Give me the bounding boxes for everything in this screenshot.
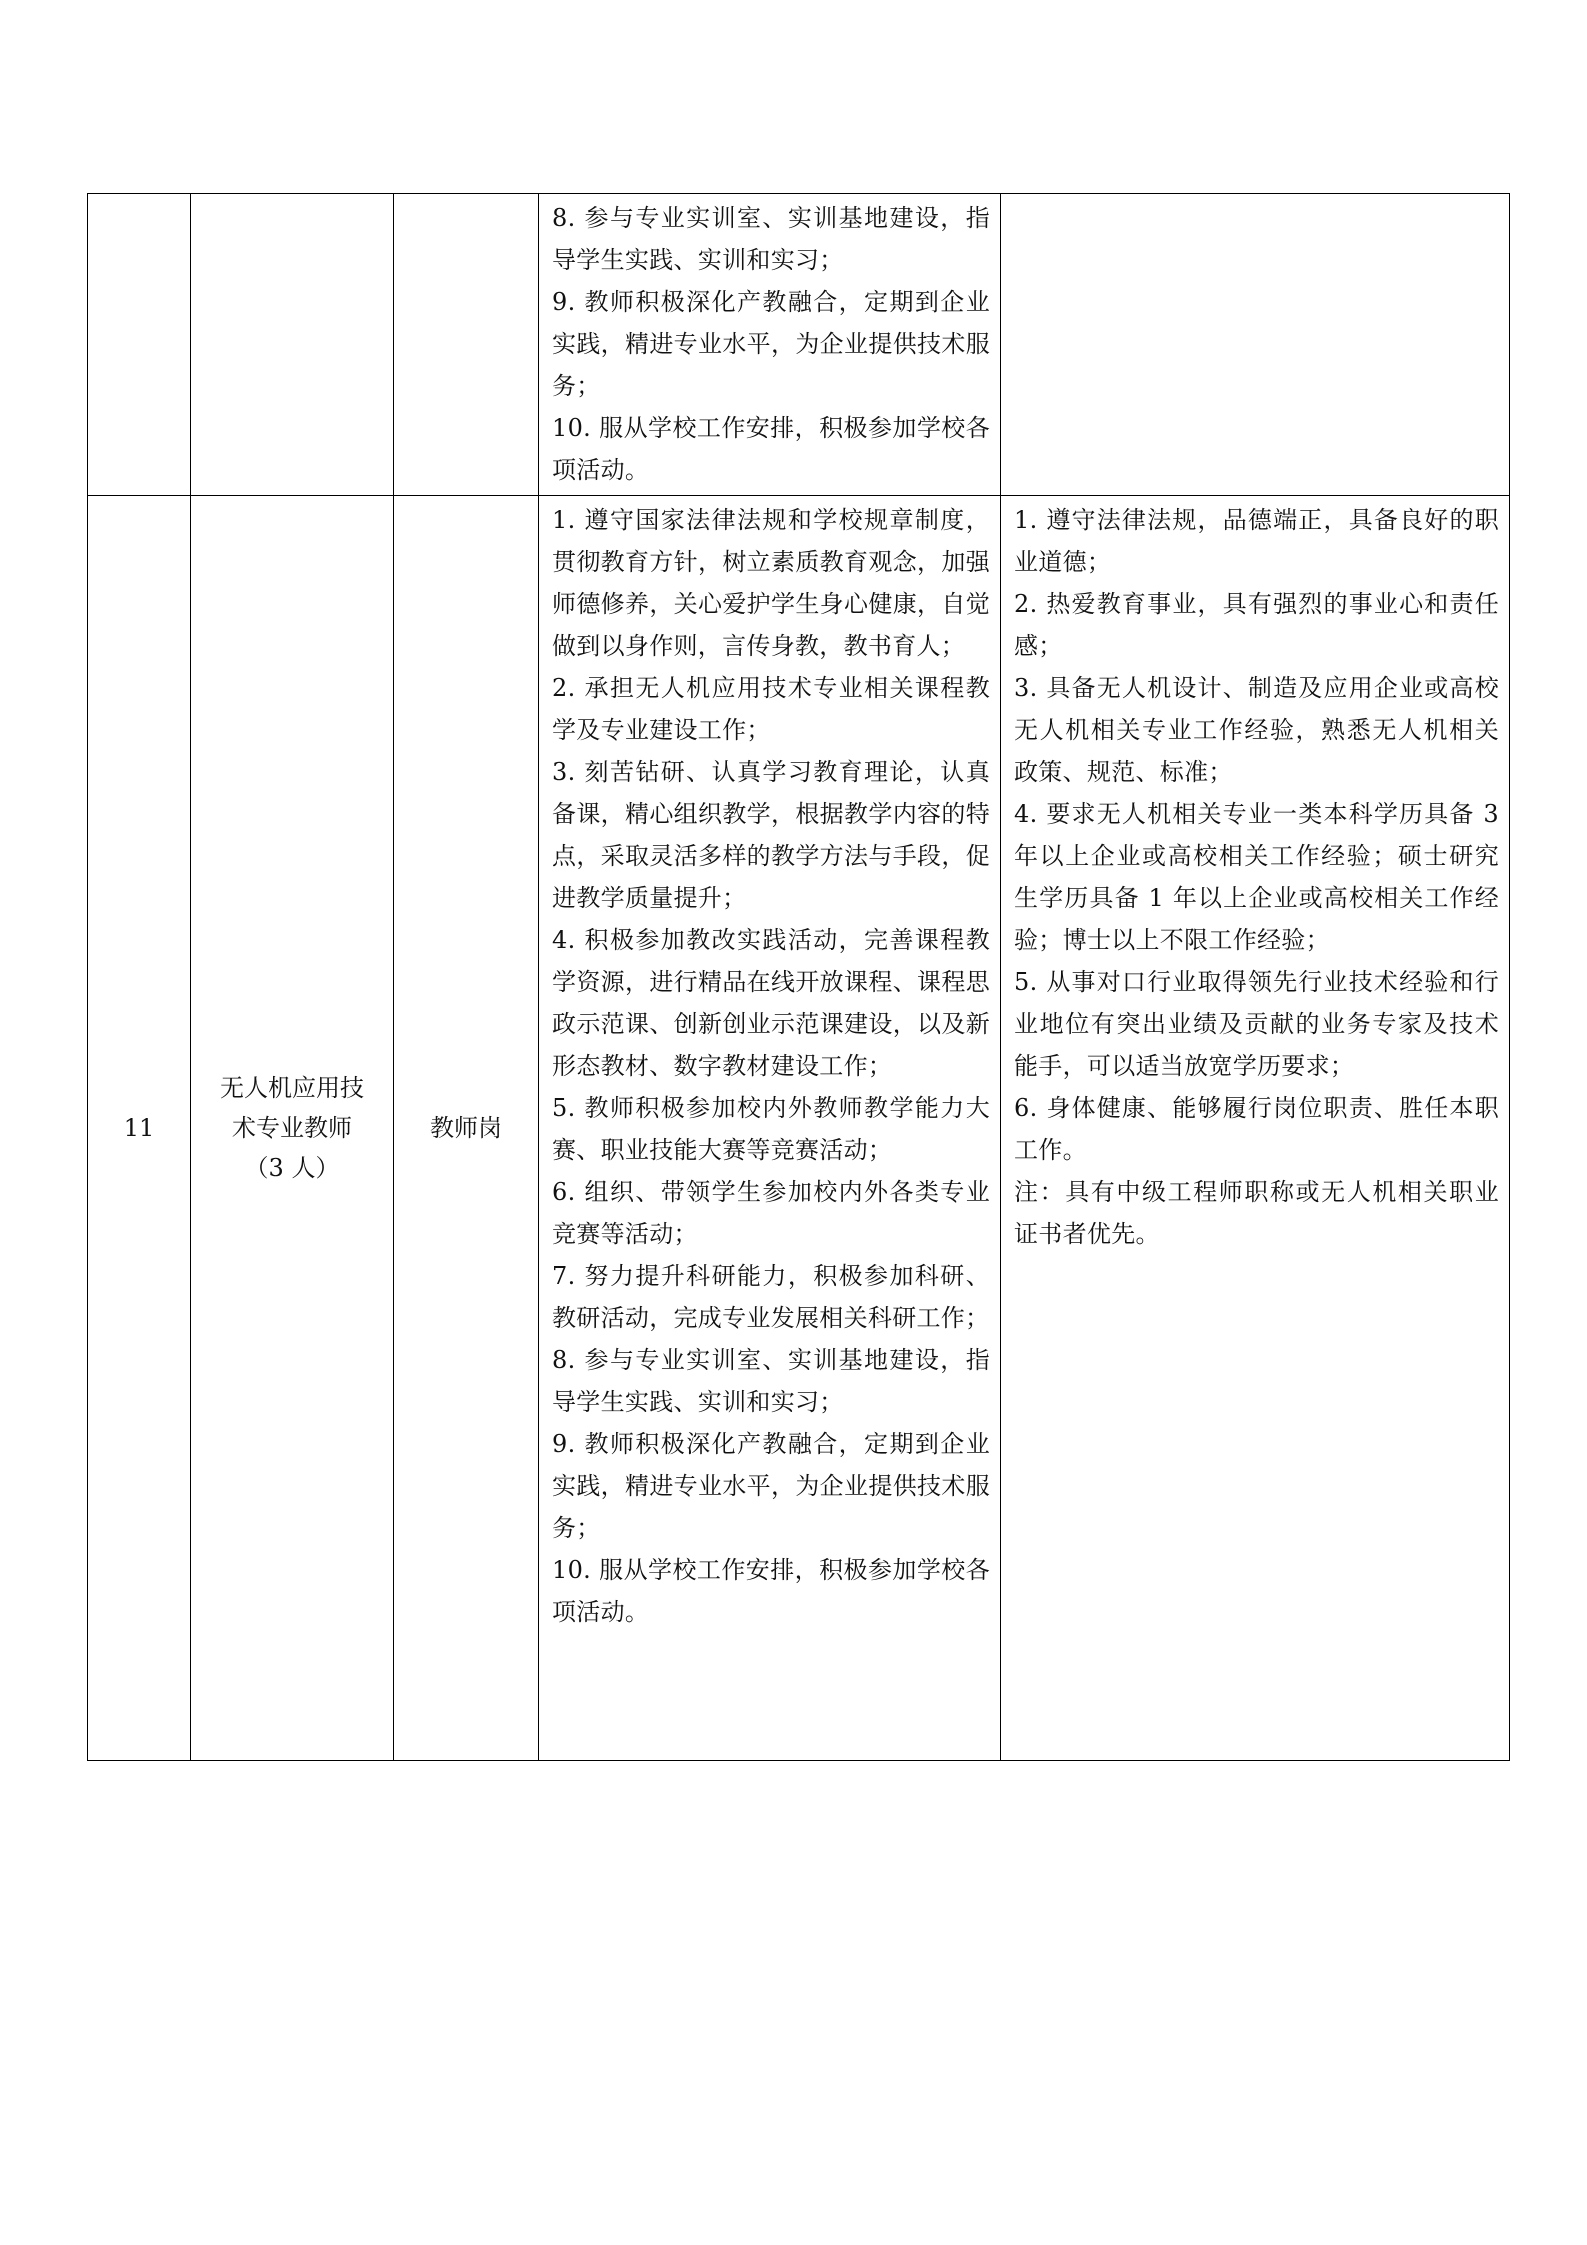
position-type-cell (394, 194, 539, 496)
duty-item: 5. 教师积极参加校内外教师教学能力大赛、职业技能大赛等竞赛活动； (552, 1094, 990, 1164)
table-row (88, 496, 1510, 1761)
requirement-item: 5. 从事对口行业取得领先行业技术经验和行业地位有突出业绩及贡献的业务专家及技术能手，可以适当放宽学历要求； (1014, 968, 1499, 1080)
requirement-item: 3. 具备无人机设计、制造及应用企业或高校无人机相关专业工作经验，熟悉无人机相关政策、规范、标准； (1014, 674, 1499, 786)
duty-item: 9. 教师积极深化产教融合，定期到企业实践，精进专业水平，为企业提供技术服务； (552, 1430, 990, 1542)
duty-item: 2. 承担无人机应用技术专业相关课程教学及专业建设工作； (552, 674, 990, 744)
requirements-cell (1001, 496, 1510, 1761)
duty-item: 10. 服从学校工作安排，积极参加学校各项活动。 (552, 414, 990, 484)
position-name-cell (191, 194, 394, 496)
index-cell (88, 194, 191, 496)
duty-item: 10. 服从学校工作安排，积极参加学校各项活动。 (552, 1556, 990, 1626)
requirement-item: 2. 热爱教育事业，具有强烈的事业心和责任感； (1014, 590, 1499, 660)
requirement-item: 1. 遵守法律法规，品德端正，具备良好的职业道德； (1014, 506, 1499, 576)
duty-item: 9. 教师积极深化产教融合，定期到企业实践，精进专业水平，为企业提供技术服务； (552, 288, 990, 400)
duty-item: 3. 刻苦钻研、认真学习教育理论，认真备课，精心组织教学，根据教学内容的特点，采取灵活多样的教学方法与手段，促进教学质量提升； (552, 758, 990, 912)
requirement-item: 6. 身体健康、能够履行岗位职责、胜任本职工作。 (1014, 1094, 1499, 1164)
requirement-item: 4. 要求无人机相关专业一类本科学历具备 3 年以上企业或高校相关工作经验；硕士研究生学历具备 1 年以上企业或高校相关工作经验；博士以上不限工作经验； (1014, 800, 1499, 954)
requirement-note: 注：具有中级工程师职称或无人机相关职业证书者优先。 (1014, 1178, 1499, 1248)
duty-item: 8. 参与专业实训室、实训基地建设，指导学生实践、实训和实习； (552, 1346, 990, 1416)
duty-item: 7. 努力提升科研能力，积极参加科研、教研活动，完成专业发展相关科研工作； (552, 1262, 990, 1332)
duties-cell (539, 194, 1001, 496)
duty-item: 1. 遵守国家法律法规和学校规章制度，贯彻教育方针，树立素质教育观念，加强师德修养，关心爱护学生身心健康，自觉做到以身作则，言传身教，教书育人； (552, 506, 990, 660)
index-cell: 11 (88, 496, 191, 1761)
table-row-continuation (88, 194, 1510, 496)
duty-item: 8. 参与专业实训室、实训基地建设，指导学生实践、实训和实习； (552, 204, 990, 274)
position-headcount: （3 人） (244, 1154, 340, 1182)
duty-item: 6. 组织、带领学生参加校内外各类专业竞赛等活动； (552, 1178, 990, 1248)
position-name-line: 无人机应用技 (220, 1074, 364, 1102)
duties-cell (539, 496, 1001, 1761)
duty-item: 4. 积极参加教改实践活动，完善课程教学资源，进行精品在线开放课程、课程思政示范课、创新创业示范课建设，以及新形态教材、数字教材建设工作； (552, 926, 990, 1080)
position-name-cell (191, 496, 394, 1761)
requirements-cell (1001, 194, 1510, 496)
position-name-line: 术专业教师 (232, 1114, 352, 1142)
recruitment-table (87, 193, 1510, 1761)
position-type-cell: 教师岗 (394, 496, 539, 1761)
